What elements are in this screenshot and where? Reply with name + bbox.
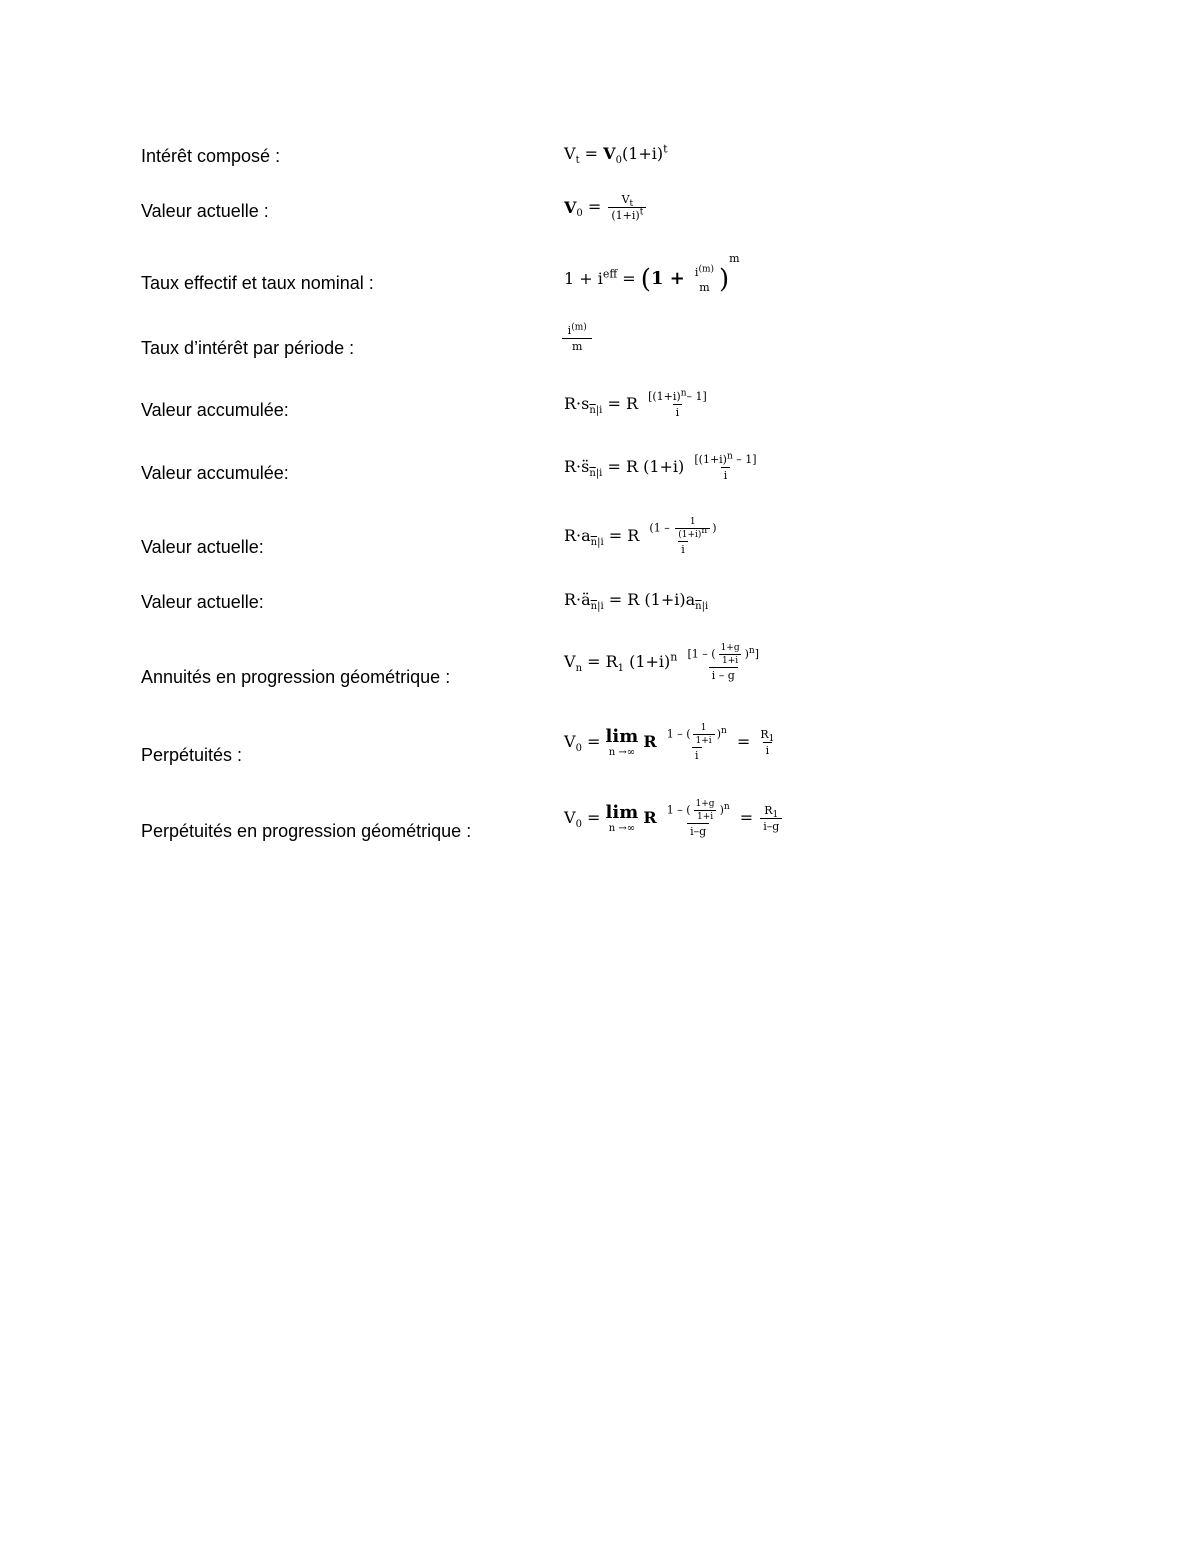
formula-perpetuity: $V_0$ = lim n →∞ R 1 – ( $\frac{1}{1+i}$ )$^n$ i = $\frac{R_1}{i}$ xyxy=(564,723,775,762)
row-label: Perpétuités : xyxy=(141,745,243,765)
formula-accumulated-value-due: $R\cdot s̈_{\overline{n}|i} = R$ (1+i) $\frac{[(1+i)^n - 1]}{i}$ xyxy=(564,451,757,482)
formula-accumulated-value: $R\cdot s_{\overline{n}|i} = R$ $\frac{[(1+i)^n- 1]}{i}$ xyxy=(564,388,707,419)
row-label: Valeur actuelle: xyxy=(141,537,264,557)
formula-geometric-annuity: $V_n = R_1$ $(1+i)^n$ [1 – ( $\frac{1+g}{1+i}$ )$^n$] i – g xyxy=(564,643,759,682)
row-label: Valeur actuelle : xyxy=(141,201,269,221)
formula-present-annuity-due: $R\cdot ä_{\overline{n}|i} = R$ $(1+i)a_{\overline{n}|i}$ xyxy=(564,590,709,613)
formula-period-rate: $\frac{i^{(m)}}{m}$ xyxy=(560,324,594,353)
formula-effective-rate: $1 + i^{eff} = (1$ + $i^{(m)}$ m )$^m$ xyxy=(564,252,740,295)
formula-compound-interest: $V_t = V_0(1+i)^t$ xyxy=(564,142,668,167)
row-label: Taux effectif et taux nominal : xyxy=(141,273,374,293)
formula-present-value: $V_0$ = $\frac{V_t}{(1+i)^t}$ xyxy=(564,193,648,222)
row-label: Taux d’intérêt par période : xyxy=(141,338,355,358)
row-label: Valeur accumulée: xyxy=(141,400,289,420)
formula-geometric-perpetuity: $V_0$ = lim n →∞ R 1 – ( $\frac{1+g}{1+i}$ )$^n$ i–g = $\frac{R_1}{i-g}$ xyxy=(564,799,784,838)
row-label: Valeur accumulée: xyxy=(141,463,289,483)
row-label: Valeur actuelle: xyxy=(141,592,264,612)
formula-present-annuity: $R\cdot a_{\overline{n}|i} = R$ (1 – $\frac{1}{(1+i)n}$ ) i xyxy=(564,517,717,556)
row-label: Perpétuités en progression géométrique : xyxy=(141,821,472,841)
row-label: Intérêt composé : xyxy=(141,146,281,166)
row-label: Annuités en progression géométrique : xyxy=(141,667,451,687)
